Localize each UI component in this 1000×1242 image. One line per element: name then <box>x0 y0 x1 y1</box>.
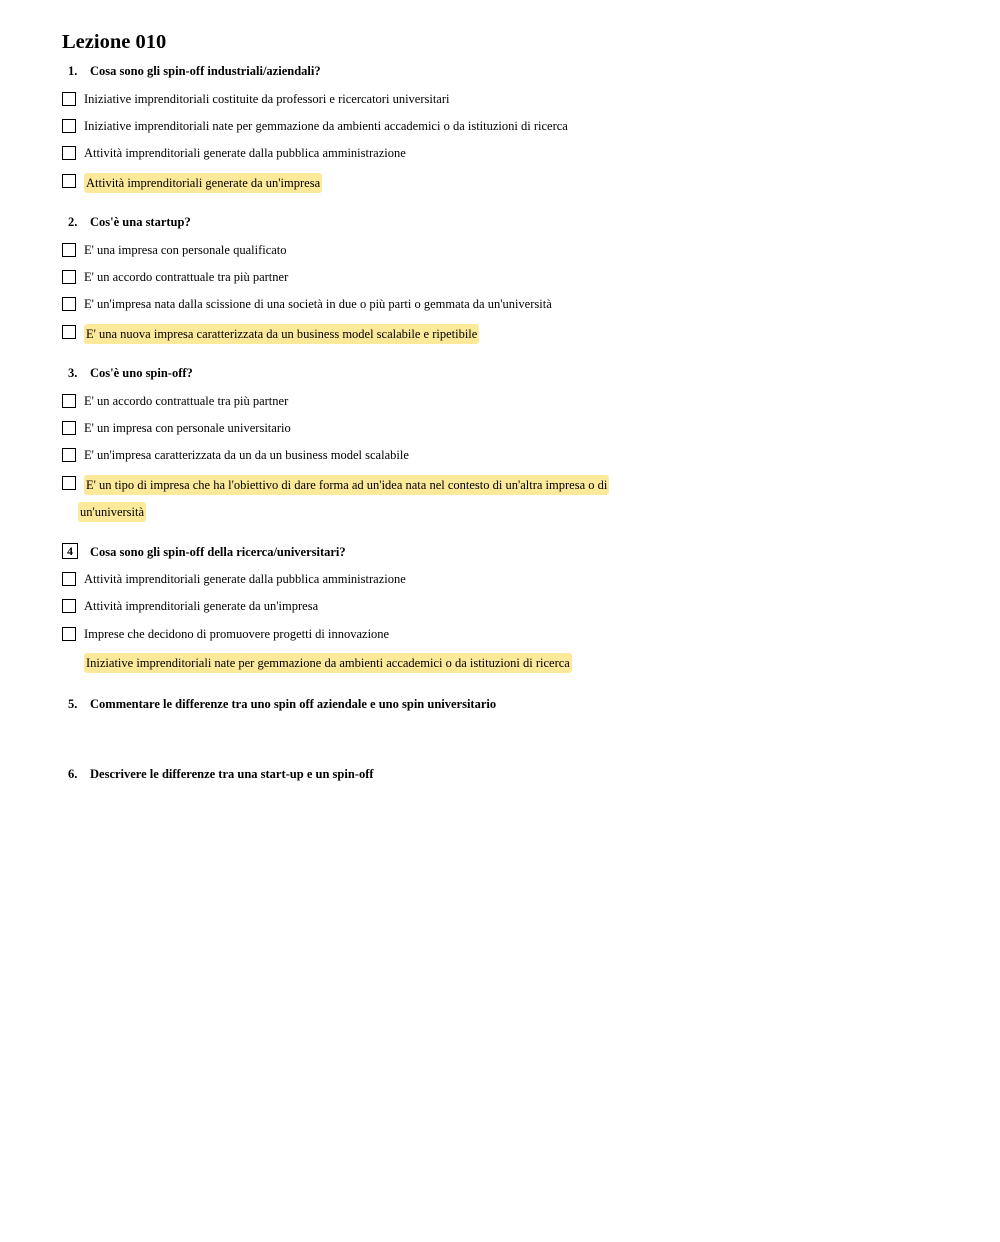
checkbox[interactable] <box>62 599 76 613</box>
option-label-highlighted: Attività imprenditoriali generate da un'impresa <box>84 173 322 193</box>
question-number: 2. <box>68 215 78 229</box>
question-text: Cosa sono gli spin-off della ricerca/universitari? <box>90 545 346 559</box>
checkbox[interactable] <box>62 448 76 462</box>
option-label: E' un accordo contrattuale tra più partner <box>84 270 289 284</box>
question-text: Cos'è una startup? <box>90 215 191 229</box>
question-number: 6. <box>68 767 78 781</box>
checkbox[interactable] <box>62 476 76 490</box>
option-label: Iniziative imprenditoriali costituite da professori e ricercatori universitari <box>84 92 450 106</box>
question-text: Commentare le differenze tra uno spin off aziendale e uno spin universitario <box>90 697 497 711</box>
question-text: Descrivere le differenze tra una start-up e un spin-off <box>90 767 374 781</box>
question-text: Cos'è uno spin-off? <box>90 366 193 380</box>
checkbox[interactable] <box>62 174 76 188</box>
option-label: Attività imprenditoriali generate da un'impresa <box>84 599 319 613</box>
question-number: 1. <box>68 64 78 78</box>
option-label-highlighted: E' una nuova impresa caratterizzata da un business model scalabile e ripetibile <box>84 324 479 344</box>
option-label-highlighted: Iniziative imprenditoriali nate per gemmazione da ambienti accademici o da istituzioni di ricerca <box>84 653 572 673</box>
option-label-continuation: un'università <box>78 502 146 522</box>
checkbox[interactable] <box>62 119 76 133</box>
question-number: 5. <box>68 697 78 711</box>
checkbox[interactable] <box>62 325 76 339</box>
checkbox[interactable] <box>62 243 76 257</box>
checkbox[interactable] <box>62 572 76 586</box>
option-label-highlighted: E' un tipo di impresa che ha l'obiettivo di dare forma ad un'idea nata nel contesto di un'altra impresa o di <box>84 475 609 495</box>
option-label: Attività imprenditoriali generate dalla pubblica amministrazione <box>84 146 406 160</box>
checkbox[interactable] <box>62 297 76 311</box>
option-label: Iniziative imprenditoriali nate per gemmazione da ambienti accademici o da istituzioni di ricerca <box>84 119 568 133</box>
checkbox[interactable] <box>62 92 76 106</box>
option-label: E' un'impresa caratterizzata da un da un business model scalabile <box>84 448 409 462</box>
lesson-title: Lezione 010 <box>62 31 167 53</box>
question-number: 3. <box>68 366 78 380</box>
checkbox[interactable] <box>62 270 76 284</box>
option-label: E' un'impresa nata dalla scissione di una società in due o più parti o gemmata da un'università <box>84 297 552 311</box>
checkbox[interactable] <box>62 627 76 641</box>
checkbox[interactable] <box>62 146 76 160</box>
checkbox[interactable] <box>62 394 76 408</box>
checkbox[interactable] <box>62 421 76 435</box>
option-label: E' un accordo contrattuale tra più partner <box>84 394 289 408</box>
option-label: Attività imprenditoriali generate dalla pubblica amministrazione <box>84 572 406 586</box>
question-number-boxed: 4 <box>62 543 78 559</box>
option-label: E' un impresa con personale universitario <box>84 421 291 435</box>
option-label: E' una impresa con personale qualificato <box>84 243 287 257</box>
option-label: Imprese che decidono di promuovere progetti di innovazione <box>84 627 390 641</box>
question-text: Cosa sono gli spin-off industriali/aziendali? <box>90 64 321 78</box>
